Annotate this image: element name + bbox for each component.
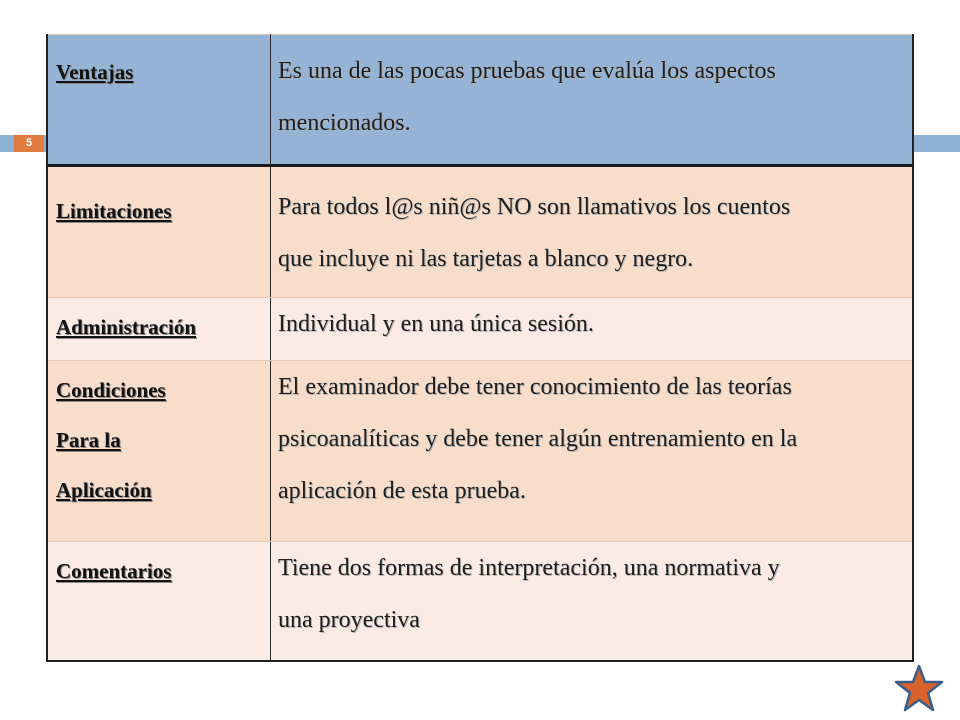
evaluation-table [46,34,914,662]
text-line: aplicación de esta prueba. [278,478,526,504]
slide-number: 5 [14,135,44,152]
label-line: Para la [56,428,121,452]
row-value-administracion [271,298,914,361]
text-line: El examinador debe tener conocimiento de las teorías [278,374,792,400]
table-row [47,35,913,166]
table-row [47,166,913,298]
row-value-limitaciones [271,166,914,298]
label-line: Aplicación [56,478,152,502]
row-value-condiciones [271,361,914,542]
row-label-ventajas: Ventajas [47,35,271,166]
row-label-condiciones [47,361,271,542]
table-row [47,298,913,361]
row-label-administracion: Administración [47,298,271,361]
row-label-limitaciones: Limitaciones [47,166,271,298]
text-line: que incluye ni las tarjetas a blanco y negro. [278,246,694,272]
star-icon[interactable] [894,664,944,714]
label-line: Condiciones [56,378,166,402]
table-row [47,361,913,542]
text-line: Tiene dos formas de interpretación, una normativa y [278,555,780,581]
text-line: psicoanalíticas y debe tener algún entrenamiento en la [278,426,798,452]
text-line: Es una de las pocas pruebas que evalúa los aspectos [278,58,776,84]
row-value-comentarios [271,542,914,662]
row-value-ventajas [271,35,914,166]
text-line: Para todos l@s niñ@s NO son llamativos los cuentos [278,194,791,220]
text-line: mencionados. [278,110,411,136]
row-label-comentarios: Comentarios [47,542,271,662]
text-line: una proyectiva [278,607,420,633]
text-line: Individual y en una única sesión. [278,311,594,337]
table-row [47,542,913,662]
